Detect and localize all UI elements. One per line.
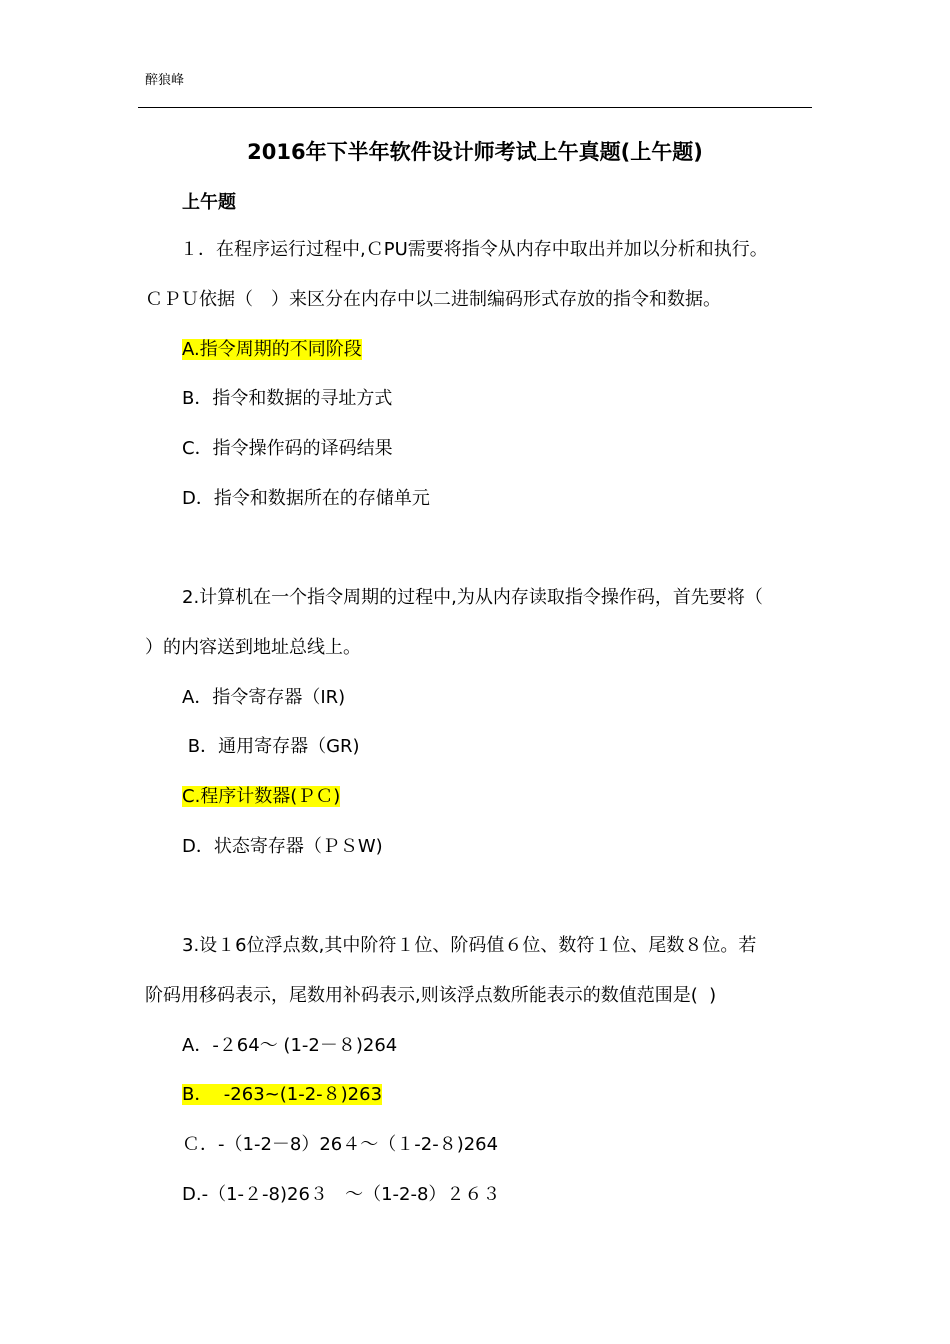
question-3-stem-line-2: 阶码用移码表示，尾数用补码表示,则该浮点数所能表示的数值范围是( ) (145, 985, 717, 1006)
question-3-option-d: D.-（1-２-8)26３ ～（1-2-8）２６３ (182, 1184, 501, 1205)
question-3-option-c: Ｃ．-（1-2－8）26４～（１-2-８)264 (182, 1134, 499, 1155)
question-1-option-b: B．指令和数据的寻址方式 (182, 388, 393, 409)
question-2-stem-line-2: ）的内容送到地址总线上。 (145, 637, 361, 658)
question-3-option-b: B． -263~(1-2-８)263 (182, 1084, 383, 1105)
question-1-stem-line-2: ＣＰＵ依据（ ）来区分在内存中以二进制编码形式存放的指令和数据。 (145, 289, 721, 310)
question-2-option-c: C.程序计数器(ＰＣ) (182, 786, 341, 807)
header-author: 醉狼峰 (145, 73, 185, 88)
question-2-option-b: B．通用寄存器（GR) (182, 736, 360, 757)
question-2-stem-line-1: 2.计算机在一个指令周期的过程中,为从内存读取指令操作码，首先要将（ (182, 587, 763, 608)
question-1-option-c: C．指令操作码的译码结果 (182, 438, 393, 459)
question-1-option-d: D．指令和数据所在的存储单元 (182, 488, 430, 509)
question-2-option-d: D．状态寄存器（ＰＳW) (182, 836, 383, 857)
header-divider (138, 107, 812, 108)
question-1-stem-line-1: １．在程序运行过程中,ＣPU需要将指令从内存中取出并加以分析和执行。 (180, 239, 768, 260)
question-1-option-a: A.指令周期的不同阶段 (182, 339, 362, 360)
question-3-stem-line-1: 3.设１6位浮点数,其中阶符１位、阶码值６位、数符１位、尾数８位。若 (182, 935, 757, 956)
question-2-option-a: A．指令寄存器（IR) (182, 687, 346, 708)
document-title: 2016年下半年软件设计师考试上午真题(上午题) (247, 140, 703, 164)
section-heading: 上午题 (182, 192, 236, 213)
question-3-option-a: A．-２64～ (1-2－８)264 (182, 1035, 398, 1056)
